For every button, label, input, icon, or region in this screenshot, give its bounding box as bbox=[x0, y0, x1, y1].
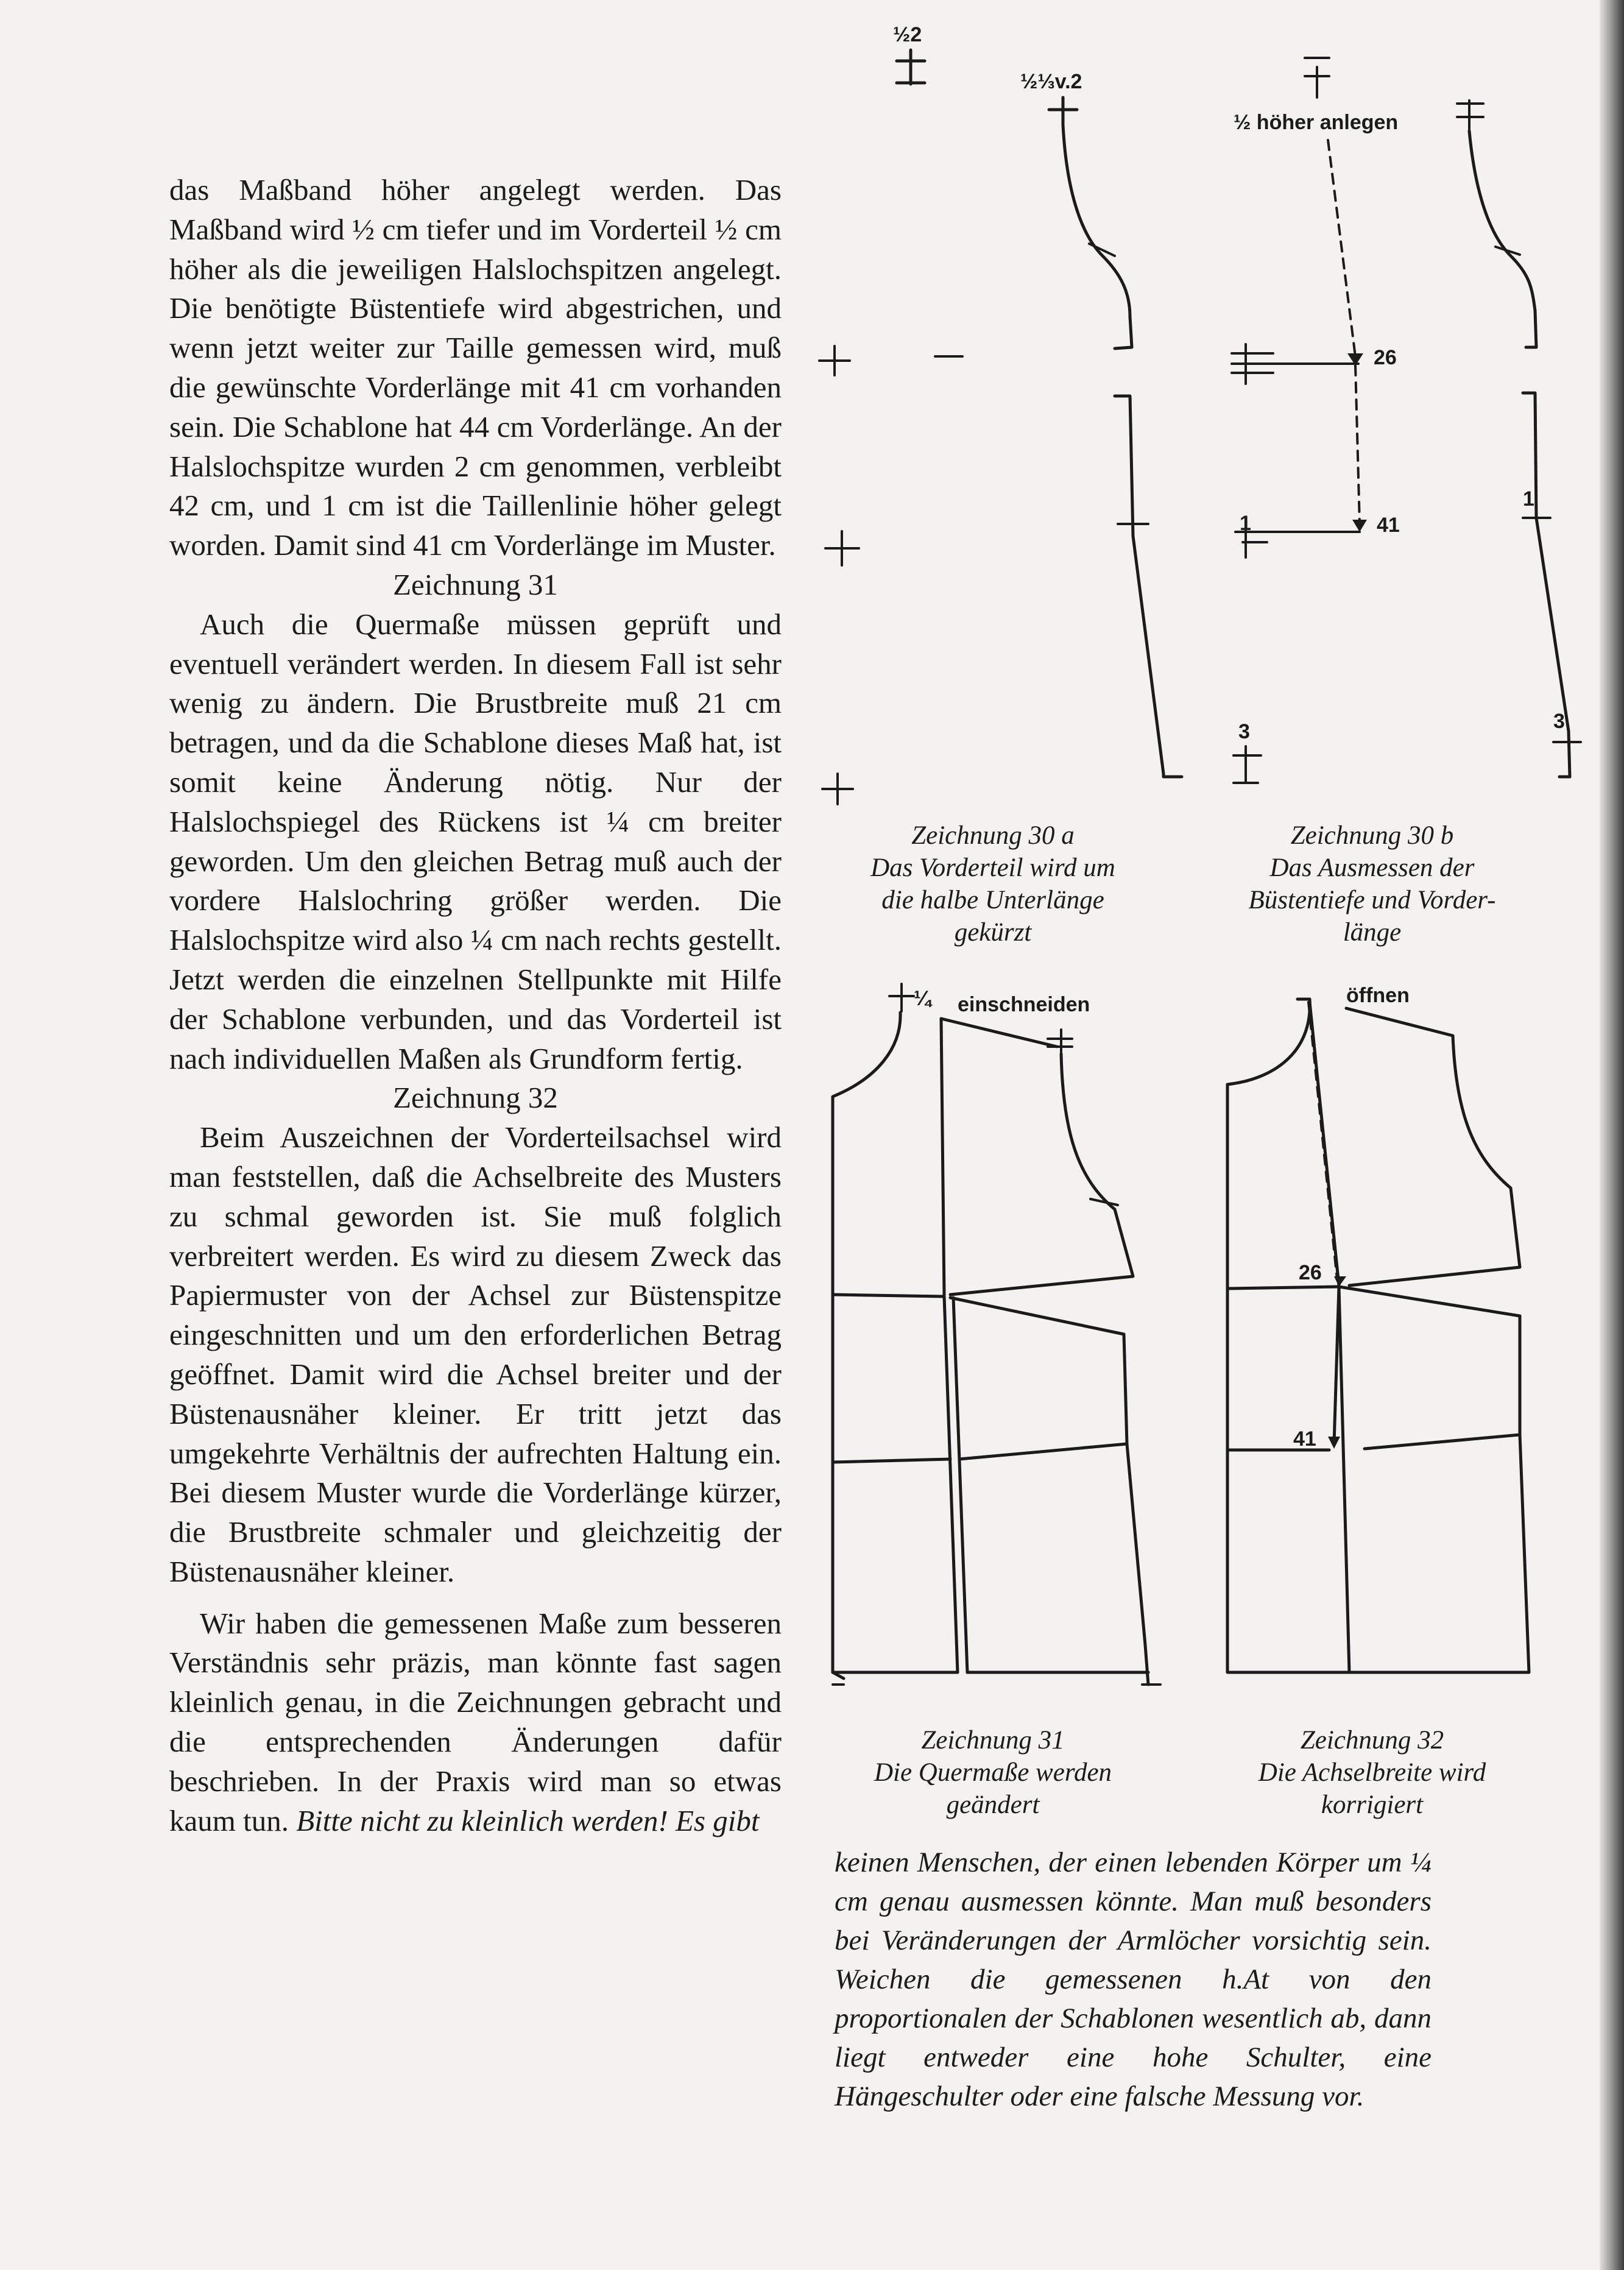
caption-30a-line-1: Das Vorderteil wird um bbox=[870, 854, 1115, 882]
label-fig30b-note: ½ höher anlegen bbox=[1234, 111, 1399, 134]
waist-line-fig32-r bbox=[1365, 1435, 1520, 1449]
caption-30b-line-2: Büstentiefe und Vorder- bbox=[1248, 886, 1496, 914]
paragraph-2: Auch die Quermaße müssen geprüft und eventuell verändert werden. In diesem Fall ist sehr wenig zu ändern. Die Brustbreite muß 21 cm betragen, und da die Schablone dieses Maß hat, ist somit keine Änderung nötig. Nur der Halslochspiegel des Rückens ist ¼ cm breiter geworden. Um den gleichen Betrag muß auch der vordere Halslochring größer werden. Die Halslochspitze wird also ¼ cm nach rechts gestellt. Jetzt werden die einzelnen Stellpunkte mit Hilfe der Schablone verbunden, und das Vorderteil ist nach individuellen Maßen als Grundform fertig. bbox=[169, 607, 782, 1075]
caption-32-line-1: Die Achselbreite wird bbox=[1258, 1758, 1486, 1787]
caption-fig-30a bbox=[813, 819, 1173, 949]
caption-32-line-2: korrigiert bbox=[1321, 1791, 1424, 1819]
waist-line-fig31-r bbox=[959, 1444, 1127, 1459]
caption-fig-31 bbox=[813, 1724, 1173, 1821]
caption-30b-line-3: länge bbox=[1343, 918, 1402, 947]
caption-30a-line-3: gekürzt bbox=[954, 918, 1032, 947]
measure-line-bust bbox=[1328, 140, 1355, 356]
figure-30b-drawing bbox=[1232, 58, 1581, 783]
label-quarter: ¼ bbox=[914, 987, 931, 1010]
shoulder-armhole-fig32 bbox=[1346, 1008, 1520, 1285]
label-fig30a-shift: ½⅓v.2 bbox=[1020, 70, 1082, 93]
paragraph-4-italic: Bitte nicht zu kleinlich werden! Es gibt bbox=[296, 1803, 760, 1837]
shoulder-fig31 bbox=[941, 1019, 1057, 1047]
caption-fig-30b bbox=[1203, 819, 1541, 949]
caption-fig-32 bbox=[1203, 1724, 1541, 1821]
label-bust-depth: 26 bbox=[1374, 346, 1397, 369]
label-front-length: 41 bbox=[1377, 514, 1400, 537]
figure-30a-drawing bbox=[819, 23, 1182, 804]
label-fig30a-top: ½2 bbox=[893, 23, 922, 46]
caption-32-title: Zeichnung 32 bbox=[1300, 1726, 1444, 1755]
caption-30b-title: Zeichnung 30 b bbox=[1290, 821, 1454, 850]
figure-32-drawing bbox=[1227, 984, 1529, 1672]
label-three-fig30b: 3 bbox=[1238, 720, 1250, 743]
neckline-fig31 bbox=[833, 1013, 900, 1678]
side-seam-fig31 bbox=[950, 1298, 1148, 1685]
figure-31-drawing bbox=[833, 984, 1160, 1685]
caption-31-title: Zeichnung 31 bbox=[921, 1726, 1065, 1755]
label-three-right: 3 bbox=[1553, 710, 1565, 733]
caption-30a-title: Zeichnung 30 a bbox=[911, 821, 1075, 850]
label-one-right: 1 bbox=[1523, 487, 1534, 511]
caption-31-line-1: Die Quermaße werden bbox=[874, 1758, 1112, 1787]
heading-zeichnung-32: Zeichnung 32 bbox=[393, 1081, 558, 1115]
label-fig32-length: 41 bbox=[1293, 1427, 1316, 1451]
heading-zeichnung-31: Zeichnung 31 bbox=[393, 567, 558, 601]
bust-line-fig31 bbox=[833, 1295, 944, 1296]
side-seam-fig30a bbox=[1115, 396, 1182, 777]
armhole-fig31 bbox=[950, 1054, 1133, 1295]
front-left-fig32 bbox=[1310, 1002, 1339, 1285]
waist-line-fig31-l bbox=[833, 1459, 950, 1462]
arrow-length bbox=[1352, 520, 1367, 532]
paragraph-4-text: Wir haben die gemessenen Maße zum besseren Verständnis sehr präzis, man könnte fast sagen kleinlich genau, in die Zeichnungen gebracht und die entsprechenden Änderungen dafür beschrieben. In der Praxis wird man so etwas kaum tun. bbox=[169, 1606, 782, 1837]
continuation-text: keinen Menschen, der einen lebenden Körper um ¼ cm genau ausmessen könnte. Man muß besonders bei Veränderungen der Armlöcher vorsichtig sein. Weichen die gemessenen h.At von den proportionalen der Schablonen wesentlich ab, dann liegt entweder eine hohe Schulter, eine Hängeschulter oder eine falsche Messung vor. bbox=[835, 1847, 1432, 2112]
label-open: öffnen bbox=[1346, 984, 1410, 1007]
caption-30b-line-1: Das Ausmessen der bbox=[1269, 854, 1475, 882]
measure-line-length bbox=[1355, 366, 1360, 524]
armhole-fig30a bbox=[1063, 125, 1132, 348]
paragraph-3: Beim Auszeichnen der Vorderteilsachsel wird man feststellen, daß die Achselbreite des Musters zu schmal geworden ist. Sie muß folglich verbreitert werden. Es wird zu diesem Zweck das Papiermuster von der Achsel zur Büstenspitze eingeschnitten und um den erforderlichen Betrag geöffnet. Damit wird die Achsel breiter und der Büstenausnäher kleiner. Er tritt jetzt das umgekehrte Verhältnis der aufrechten Haltung ein. Bei diesem Muster wurde die Vorderlänge kürzer, die Brustbreite schmaler und gleichzeitig der Büstenausnäher kleiner. bbox=[169, 1120, 782, 1588]
armhole-fig30b bbox=[1469, 131, 1536, 347]
caption-31-line-2: geändert bbox=[946, 1791, 1040, 1819]
arrow-fig32-length bbox=[1328, 1437, 1340, 1449]
label-cut: einschneiden bbox=[958, 993, 1090, 1016]
right-part-fig32 bbox=[1339, 1287, 1529, 1672]
label-one-fig30b: 1 bbox=[1240, 512, 1251, 535]
cut-line-fig31 bbox=[941, 1019, 944, 1295]
bust-line-fig32 bbox=[1227, 1287, 1339, 1289]
paragraph-1: das Maßband höher angelegt werden. Das Maßband wird ½ cm tiefer und im Vorderteil ½ cm höher als die jeweiligen Halslochspitzen angelegt. Die benötigte Büstentiefe wird abgestrichen, und wenn jetzt weiter zur Taille gemessen wird, muß die gewünschte Vorderlänge mit 41 cm vorhanden sein. Die Schablone hat 44 cm Vorderlänge. An der Halslochspitze wurden 2 cm genommen, verbleibt 42 cm, und 1 cm ist die Taillenlinie höher gelegt worden. Damit sind 41 cm Vorderlänge im Muster. bbox=[169, 173, 782, 562]
caption-30a-line-2: die halbe Unterlänge bbox=[881, 886, 1104, 914]
label-fig32-bust: 26 bbox=[1299, 1261, 1322, 1284]
